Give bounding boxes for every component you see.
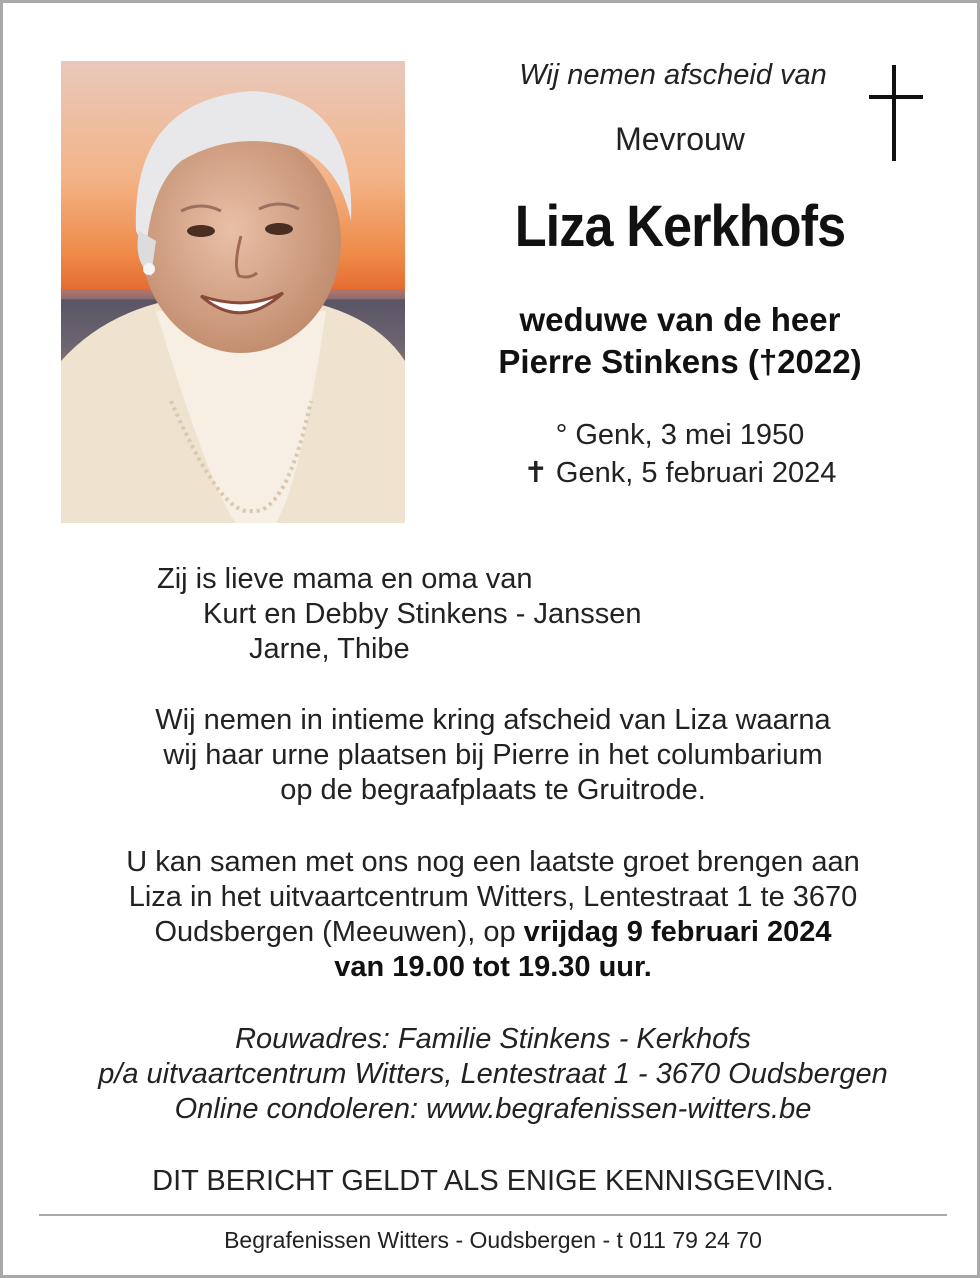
widow-line-1: weduwe van de heer (519, 301, 841, 338)
family-grandchildren: Jarne, Thibe (249, 633, 410, 665)
condolence-link[interactable]: Online condoleren: www.begrafenissen-witters.be (174, 1093, 812, 1125)
footer-text: Begrafenissen Witters - Oudsbergen - t 011 79 24 70 (224, 1227, 762, 1253)
widow-line-2: Pierre Stinkens (†2022) (498, 343, 862, 380)
farewell-line-3: op de begraafplaats te Gruitrode. (280, 774, 706, 806)
left-eye (187, 225, 215, 237)
footer-divider (39, 1214, 947, 1216)
farewell-line-1: Wij nemen in intieme kring afscheid van Liza waarna (155, 704, 831, 736)
visit-line-3 (23, 916, 963, 949)
salutation: Mevrouw (615, 121, 745, 157)
notice-text: DIT BERICHT GELDT ALS ENIGE KENNISGEVING. (152, 1165, 834, 1197)
deceased-name: Liza Kerkhofs (514, 194, 846, 259)
right-eye (265, 223, 293, 235)
portrait-illustration (61, 61, 405, 523)
death-line: ✝ Genk, 5 februari 2024 (523, 457, 837, 489)
family-intro: Zij is lieve mama en oma van (157, 563, 533, 595)
address-line-2: p/a uitvaartcentrum Witters, Lentestraat 1 - 3670 Oudsbergen (98, 1058, 888, 1090)
earring (143, 263, 155, 275)
birth-line: ° Genk, 3 mei 1950 (555, 419, 805, 451)
intro-text: Wij nemen afscheid van (519, 59, 827, 91)
visit-line-1: U kan samen met ons nog een laatste groet brengen aan (126, 846, 860, 878)
cross-horizontal-bar (869, 95, 923, 99)
family-children: Kurt en Debby Stinkens - Janssen (203, 598, 642, 630)
farewell-line-2: wij haar urne plaatsen bij Pierre in het columbarium (163, 739, 823, 771)
visit-line-3-prefix: Oudsbergen (Meeuwen), op (154, 916, 524, 948)
portrait-photo (61, 61, 405, 523)
visit-time: van 19.00 tot 19.30 uur. (334, 951, 652, 983)
visit-line-2: Liza in het uitvaartcentrum Witters, Lentestraat 1 te 3670 (128, 881, 858, 913)
visit-date: vrijdag 9 februari 2024 (523, 916, 832, 948)
address-line-1: Rouwadres: Familie Stinkens - Kerkhofs (235, 1023, 751, 1055)
